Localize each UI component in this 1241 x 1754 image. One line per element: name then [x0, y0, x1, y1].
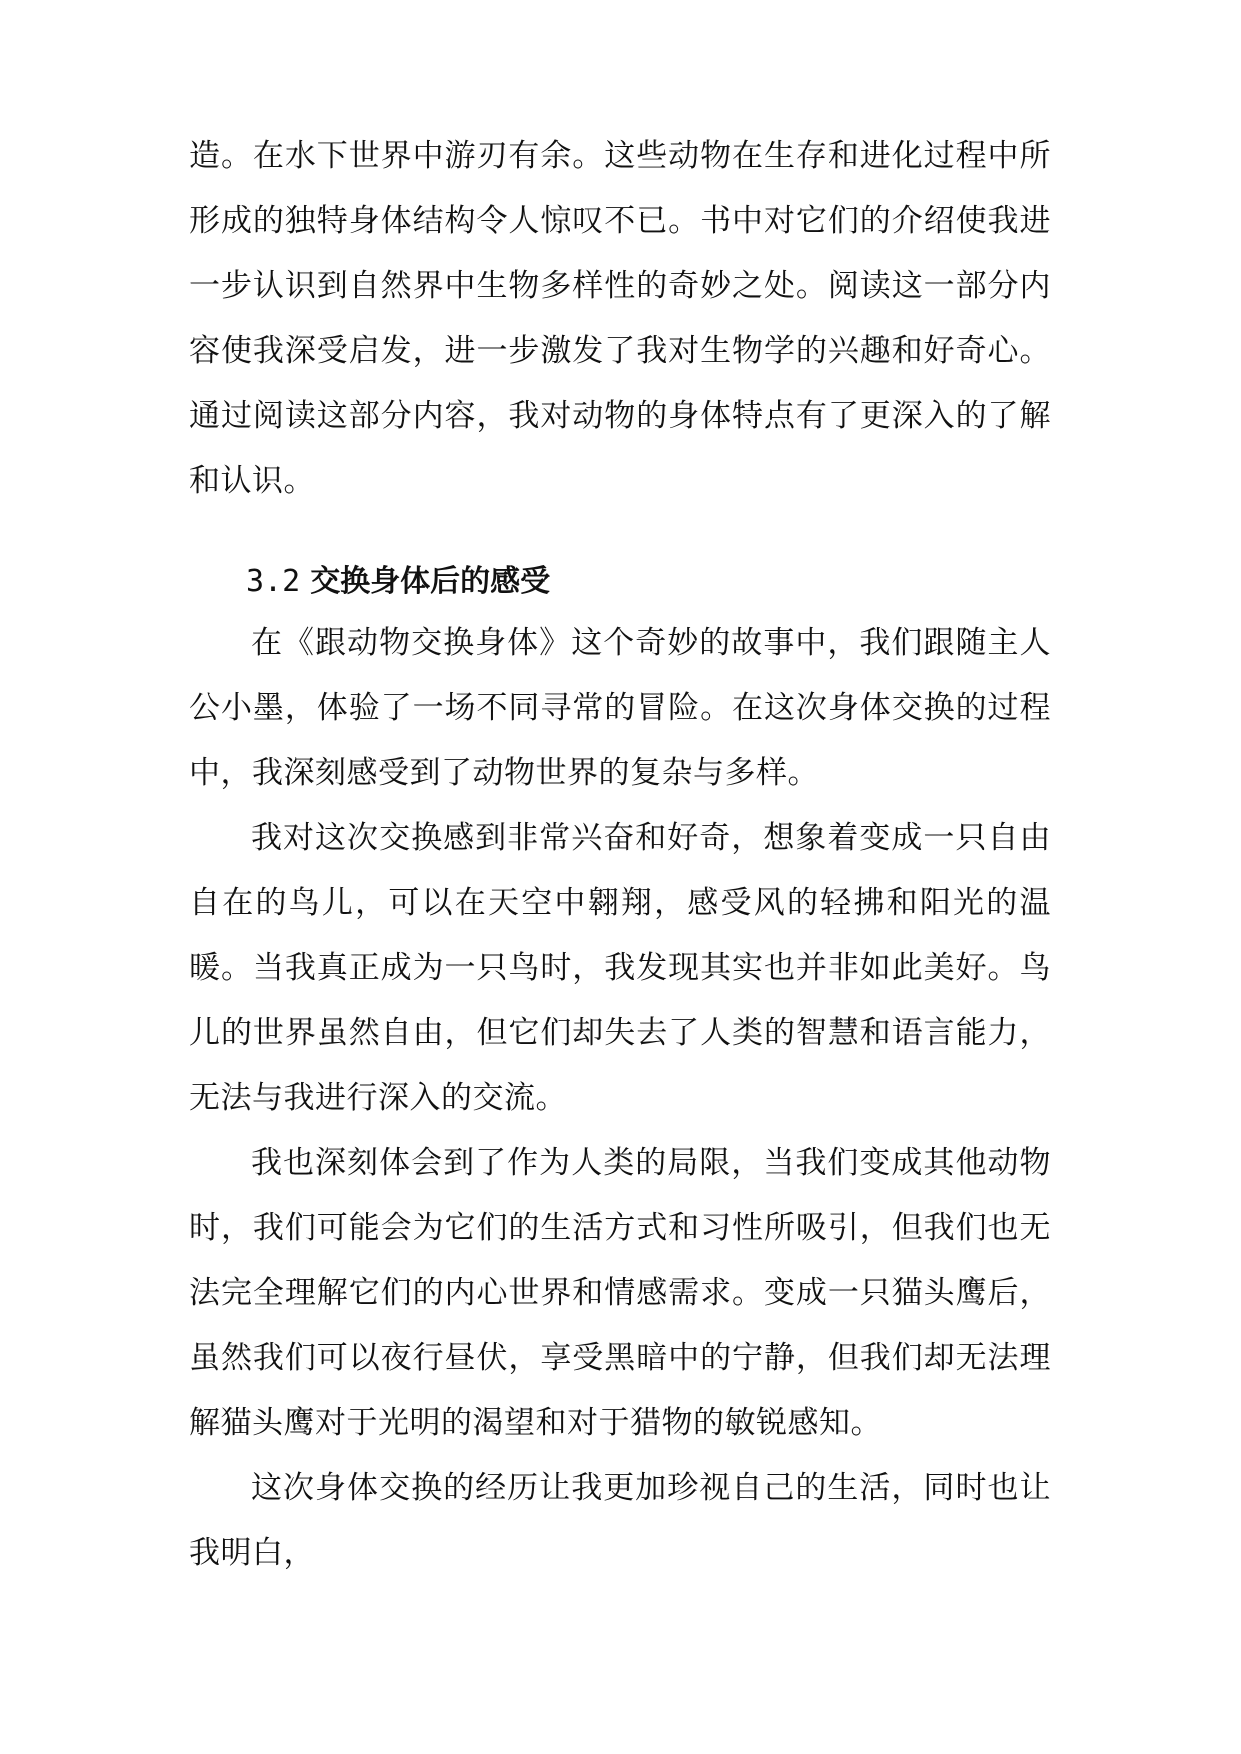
body-paragraph-3: 我也深刻体会到了作为人类的局限，当我们变成其他动物时，我们可能会为它们的生活方式和习性所吸引，但我们也无法完全理解它们的内心世界和情感需求。变成一只猫头鹰后，虽然我们可以夜行昼伏，享受黑暗中的宁静，但我们却无法理解猫头鹰对于光明的渴望和对于猎物的敏锐感知。	[189, 1145, 1051, 1441]
section-title: 交换身体后的感受	[310, 564, 551, 599]
continued-text-block	[189, 124, 1051, 514]
continued-paragraph: 造。在水下世界中游刃有余。这些动物在生存和进化过程中所形成的独特身体结构令人惊叹不已。书中对它们的介绍使我进一步认识到自然界中生物多样性的奇妙之处。阅读这一部分内容使我深受启发，进一步激发了我对生物学的兴趣和好奇心。通过阅读这部分内容，我对动物的身体特点有了更深入的了解和认识。	[189, 138, 1051, 499]
section-body	[189, 611, 1051, 1586]
body-paragraph-2: 我对这次交换感到非常兴奋和好奇，想象着变成一只自由自在的鸟儿，可以在天空中翱翔，感受风的轻拂和阳光的温暖。当我真正成为一只鸟时，我发现其实也并非如此美好。鸟儿的世界虽然自由，但它们却失去了人类的智慧和语言能力，无法与我进行深入的交流。	[189, 820, 1051, 1116]
body-paragraph-4: 这次身体交换的经历让我更加珍视自己的生活，同时也让我明白，	[189, 1470, 1051, 1571]
section-number: 3.2	[246, 564, 301, 599]
body-paragraph-1: 在《跟动物交换身体》这个奇妙的故事中，我们跟随主人公小墨，体验了一场不同寻常的冒险。在这次身体交换的过程中，我深刻感受到了动物世界的复杂与多样。	[189, 625, 1051, 791]
section-heading	[246, 553, 550, 611]
